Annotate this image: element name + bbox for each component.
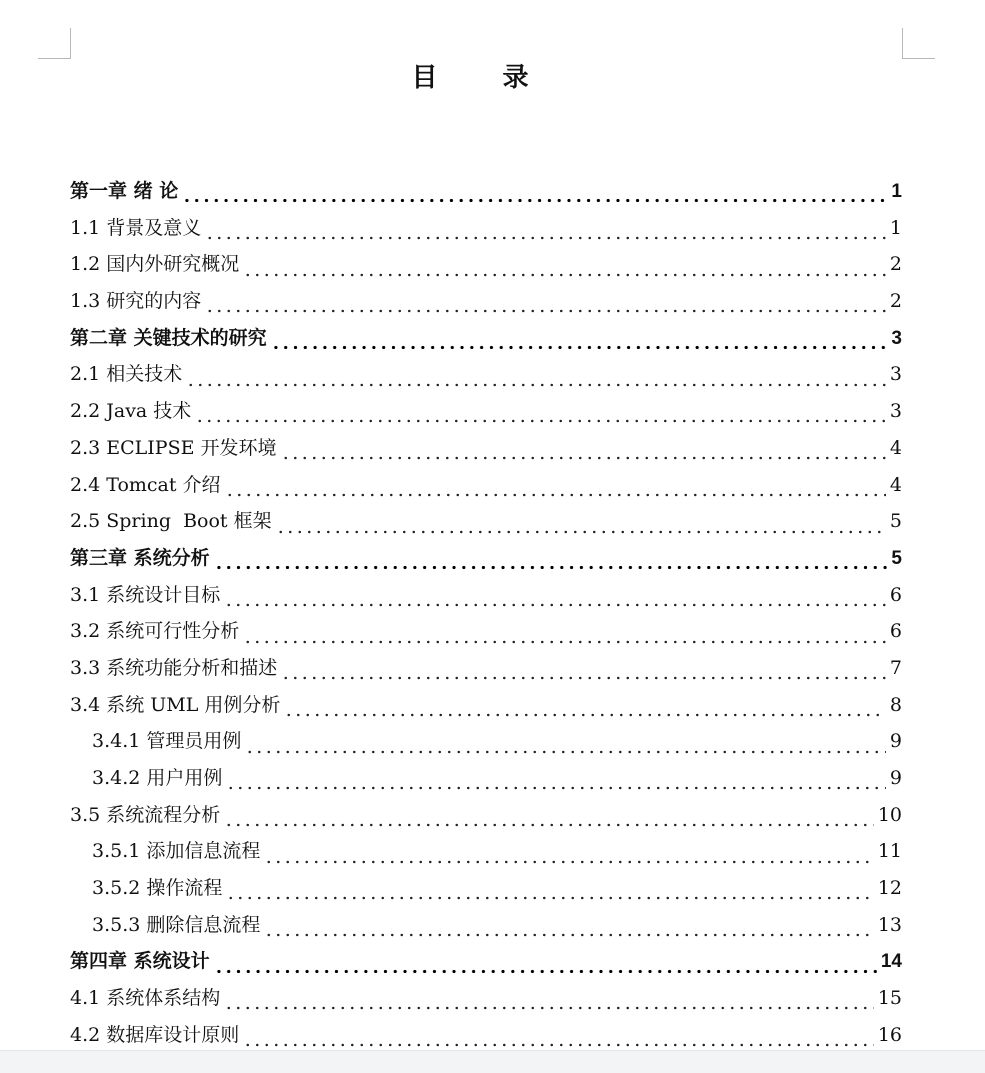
toc-entry[interactable] xyxy=(70,246,902,283)
toc-dot-leader xyxy=(226,882,873,900)
toc-entry-label: 3.4.2 用户用例 xyxy=(92,767,223,789)
toc-page-number: 1 xyxy=(889,216,902,239)
toc-entry-label: 1.3 研究的内容 xyxy=(70,290,202,313)
toc-entry-label: 3.5.2 操作流程 xyxy=(92,877,223,900)
toc-dot-leader xyxy=(195,405,886,423)
toc-page-number: 6 xyxy=(889,620,902,643)
toc-dot-leader xyxy=(281,442,886,460)
toc-entry-label: 第四章 系统设计 xyxy=(70,950,210,973)
toc-page-number: 5 xyxy=(889,510,902,533)
toc-dot-leader xyxy=(225,479,886,497)
toc-dot-leader xyxy=(205,222,886,240)
toc-entry-label: 4.2 数据库设计原则 xyxy=(70,1023,240,1046)
toc-dot-leader xyxy=(214,552,888,570)
toc-dot-leader xyxy=(243,259,886,277)
toc-entry-label: 3.5 系统流程分析 xyxy=(70,803,221,826)
toc-entry[interactable] xyxy=(70,577,902,614)
toc-dot-leader xyxy=(281,662,886,680)
toc-entry[interactable] xyxy=(70,760,902,797)
toc-entry-label: 3.5.1 添加信息流程 xyxy=(92,840,261,863)
table-of-contents xyxy=(70,173,902,1054)
toc-entry[interactable] xyxy=(70,283,902,320)
toc-entry-label: 第一章 绪 论 xyxy=(70,180,179,202)
toc-page-number: 14 xyxy=(880,951,902,973)
toc-entry[interactable] xyxy=(70,430,902,467)
toc-page-number: 10 xyxy=(877,803,902,826)
toc-page-number: 3 xyxy=(891,327,902,349)
toc-dot-leader xyxy=(205,295,886,313)
toc-page-number: 3 xyxy=(889,363,902,386)
toc-entry-label: 1.1 背景及意义 xyxy=(70,216,202,239)
toc-entry-label: 2.5 Spring Boot 框架 xyxy=(70,510,272,533)
toc-page-number: 11 xyxy=(877,840,902,863)
status-bar xyxy=(0,1050,985,1073)
toc-dot-leader xyxy=(186,369,886,387)
toc-entry-label: 3.5.3 删除信息流程 xyxy=(92,913,261,936)
toc-dot-leader xyxy=(264,919,873,937)
toc-entry-label: 3.4.1 管理员用例 xyxy=(92,730,242,753)
toc-entry[interactable] xyxy=(70,870,902,907)
toc-entry-label: 2.4 Tomcat 介绍 xyxy=(70,473,221,496)
toc-page-number: 7 xyxy=(889,656,902,679)
toc-dot-leader xyxy=(243,1029,874,1047)
toc-page-number: 3 xyxy=(889,400,902,423)
toc-entry[interactable] xyxy=(70,467,902,504)
toc-entry[interactable] xyxy=(70,833,902,870)
toc-dot-leader xyxy=(214,956,877,974)
toc-page-number: 16 xyxy=(877,1023,902,1046)
toc-page-number: 13 xyxy=(877,913,902,936)
toc-entry[interactable] xyxy=(70,797,902,834)
crop-mark-top-left xyxy=(38,28,71,59)
toc-entry-chapter[interactable] xyxy=(70,173,902,210)
toc-entry-label: 2.1 相关技术 xyxy=(70,363,183,386)
toc-dot-leader xyxy=(224,589,886,607)
toc-entry-label: 2.2 Java 技术 xyxy=(70,400,192,423)
toc-entry-label: 1.2 国内外研究概况 xyxy=(70,253,240,276)
toc-entry[interactable] xyxy=(70,687,902,724)
toc-dot-leader xyxy=(245,736,886,754)
toc-entry-label: 第二章 关键技术的研究 xyxy=(70,326,267,349)
toc-entry[interactable] xyxy=(70,1017,902,1054)
toc-entry[interactable] xyxy=(70,980,902,1017)
toc-page-number: 8 xyxy=(889,693,902,716)
toc-dot-leader xyxy=(224,992,874,1010)
toc-page-number: 2 xyxy=(889,290,902,313)
toc-page-number: 4 xyxy=(889,436,902,459)
toc-page-number: 9 xyxy=(889,767,902,789)
toc-entry-label: 4.1 系统体系结构 xyxy=(70,987,221,1010)
toc-page-number: 12 xyxy=(877,877,902,900)
toc-entry[interactable] xyxy=(70,613,902,650)
toc-page-number: 5 xyxy=(891,547,902,569)
toc-page-number: 2 xyxy=(889,253,902,276)
toc-page-number: 1 xyxy=(891,181,902,202)
toc-entry[interactable] xyxy=(70,503,902,540)
toc-entry-label: 第三章 系统分析 xyxy=(70,546,210,569)
toc-page-number: 15 xyxy=(877,987,902,1010)
toc-entry-chapter[interactable] xyxy=(70,540,902,577)
toc-dot-leader xyxy=(271,332,888,350)
toc-entry-label: 3.3 系统功能分析和描述 xyxy=(70,656,278,679)
toc-dot-leader xyxy=(284,699,885,717)
toc-entry[interactable] xyxy=(70,210,902,247)
toc-entry-label: 2.3 ECLIPSE 开发环境 xyxy=(70,436,277,459)
toc-entry[interactable] xyxy=(70,393,902,430)
toc-entry[interactable] xyxy=(70,356,902,393)
toc-page-number: 6 xyxy=(889,583,902,606)
toc-dot-leader xyxy=(224,809,874,827)
toc-title: 目 录 xyxy=(411,63,557,93)
toc-entry[interactable] xyxy=(70,907,902,944)
toc-entry-chapter[interactable] xyxy=(70,943,902,980)
toc-dot-leader xyxy=(226,772,886,790)
toc-entry-chapter[interactable] xyxy=(70,320,902,357)
toc-entry-label: 3.2 系统可行性分析 xyxy=(70,620,240,643)
toc-dot-leader xyxy=(243,626,886,644)
crop-mark-top-right xyxy=(902,28,935,59)
toc-entry[interactable] xyxy=(70,650,902,687)
toc-page-number: 4 xyxy=(889,473,902,496)
toc-entry-label: 3.4 系统 UML 用例分析 xyxy=(70,693,281,716)
toc-entry[interactable] xyxy=(70,723,902,760)
toc-entry-label: 3.1 系统设计目标 xyxy=(70,583,221,606)
toc-dot-leader xyxy=(276,516,886,534)
toc-dot-leader xyxy=(264,846,873,864)
toc-dot-leader xyxy=(182,185,887,203)
toc-page-number: 9 xyxy=(889,730,902,753)
